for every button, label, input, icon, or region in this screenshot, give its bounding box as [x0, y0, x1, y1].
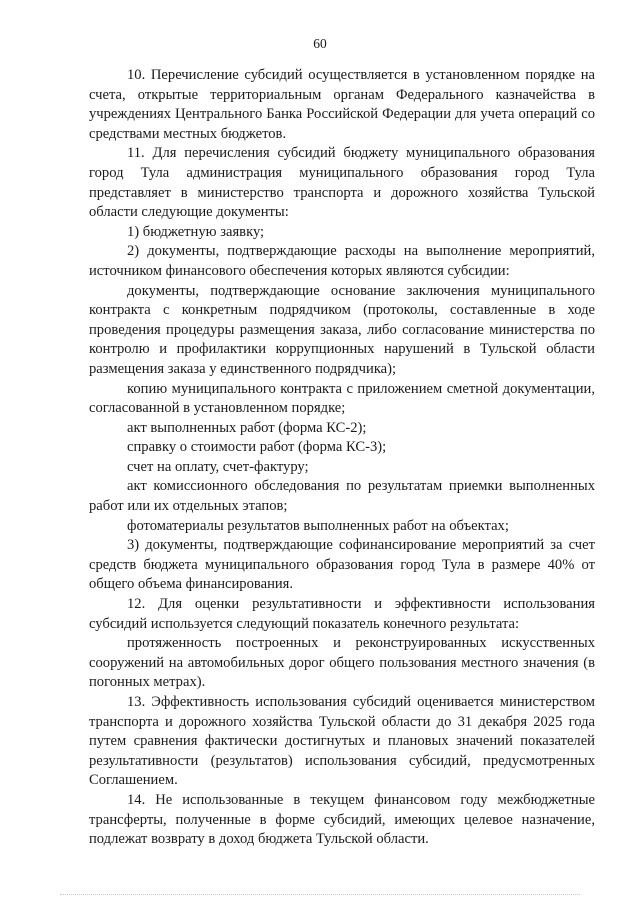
paragraph-14: 14. Не использованные в текущем финансовом году межбюджетные трансферты, полученные в форме субсидий, имеющих целевое назначение, подлежат возврату в доход бюджета Тульской области.: [89, 791, 595, 848]
list-item-photos: фотоматериалы результатов выполненных работ на объектах;: [127, 517, 509, 534]
paragraph-12: 12. Для оценки результативности и эффективности использования субсидий используется следующий показатель конечного результата:: [89, 596, 595, 632]
document-body: [89, 66, 595, 850]
list-item-ks2: акт выполненных работ (форма КС-2);: [127, 419, 367, 436]
paragraph-10: 10. Перечисление субсидий осуществляется в установленном порядке на счета, открытые территориальным органам Федерального казначейства в учреждениях Центрального Банка Российской Федерации для учета операций со средствами местных бюджетов.: [89, 67, 595, 142]
indicator-description: протяженность построенных и реконструированных искусственных сооружений на автомобильных дорог общего пользования местного значения (в погонных метрах).: [89, 635, 595, 691]
list-item-contract-basis: документы, подтверждающие основание заключения муниципального контракта с конкретным подрядчиком (протоколы, составленные в ходе проведения процедуры размещения заказа, либо согласование министерства по контролю и профилактики коррупционных нарушений в Тульской области размещения заказа у единственного подрядчика);: [89, 282, 595, 377]
list-item-cofinancing: 3) документы, подтверждающие софинансирование мероприятий за счет средств бюджета муниципального образования город Тула в размере 40% от общего объема финансирования.: [89, 537, 595, 593]
paragraph-13: 13. Эффективность использования субсидий оценивается министерством транспорта и дорожного хозяйства Тульской области до 31 декабря 2025 года путем сравнения фактически достигнутых и плановых значений показателей результативности (результатов) использования субсидий, предусмотренных Соглашением.: [89, 694, 595, 789]
list-item-budget-request: 1) бюджетную заявку;: [127, 223, 265, 240]
list-item-contract-copy: копию муниципального контракта с приложением сметной документации, согласованной в установленном порядке;: [89, 380, 595, 417]
scan-footer-artifact: [60, 894, 580, 899]
list-item-invoice: счет на оплату, счет-фактуру;: [127, 458, 309, 475]
page-number: 60: [313, 36, 327, 51]
list-item-ks3: справку о стоимости работ (форма КС-3);: [127, 439, 387, 456]
paragraph-11: 11. Для перечисления субсидий бюджету муниципального образования город Тула администрация муниципального образования город Тула представляет в министерство транспорта и дорожного хозяйства Тульской области следующие документы:: [89, 145, 595, 221]
list-item-expense-documents: 2) документы, подтверждающие расходы на выполнение мероприятий, источником финансового обеспечения которых являются субсидии:: [89, 243, 595, 279]
list-item-inspection-act: акт комиссионного обследования по результатам приемки выполненных работ или их отдельных этапов;: [89, 478, 595, 515]
